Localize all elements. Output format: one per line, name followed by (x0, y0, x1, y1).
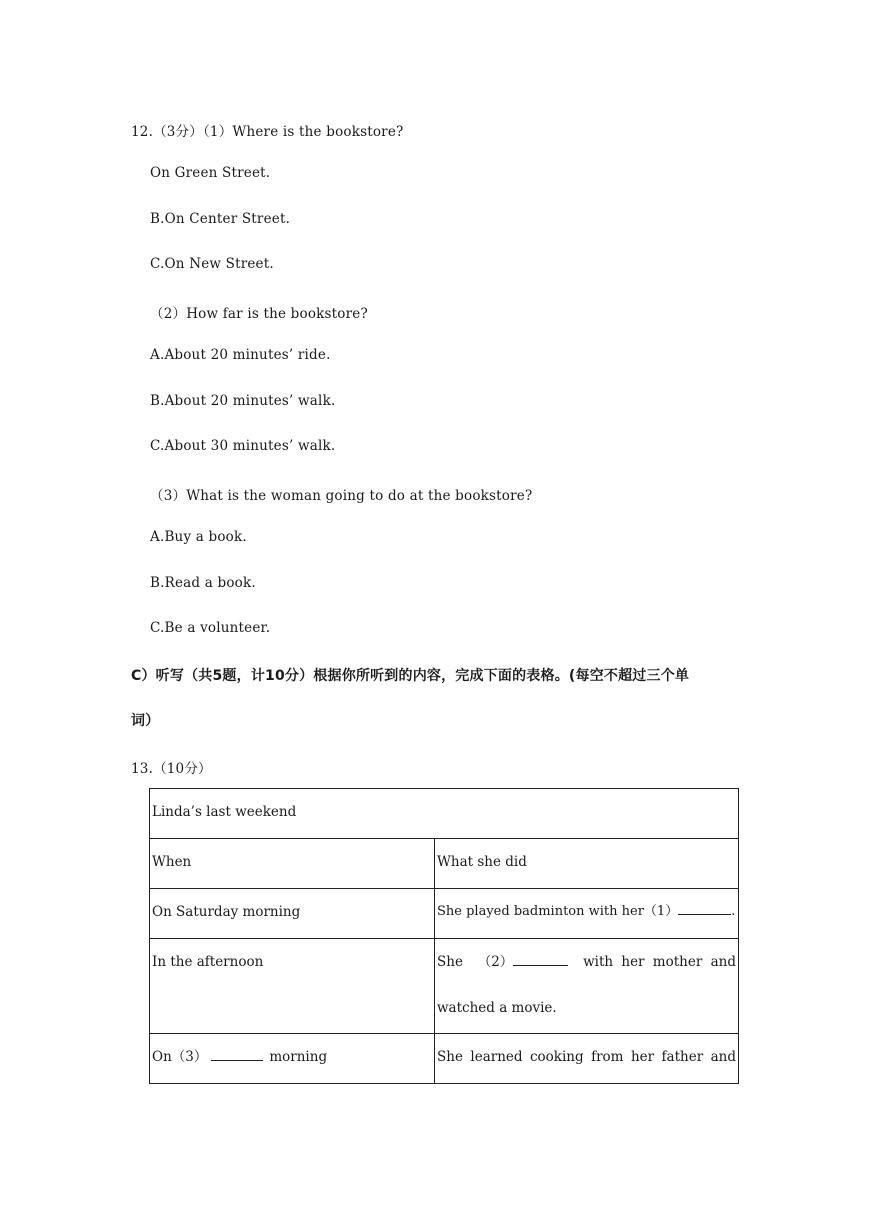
answer-blank-1[interactable] (678, 900, 731, 915)
row2-what-she: She (437, 954, 463, 970)
table-row (150, 1034, 739, 1084)
table-title-row (150, 789, 739, 839)
section-c-instructions-cont: 词） (131, 713, 160, 729)
q12-2-option-b: B.About 20 minutes’ walk. (150, 393, 336, 409)
row2-when-cell (150, 939, 435, 1034)
linda-weekend-table (149, 788, 739, 1084)
row3-when-on: On（3） (152, 1049, 208, 1065)
q12-2-prompt: （2）How far is the bookstore? (150, 306, 368, 322)
header-when-cell (150, 839, 435, 889)
header-what: What she did (437, 854, 527, 870)
q13-header: 13.（10分） (131, 761, 212, 777)
answer-blank-3[interactable] (211, 1046, 263, 1061)
row3-when-morning: morning (269, 1049, 328, 1065)
row3-what: She learned cooking from her father and (437, 1049, 736, 1065)
row2-what-blank-group (478, 939, 569, 985)
section-c-instructions: C）听写（共5题，计10分）根据你所听到的内容，完成下面的表格。(每空不超过三个单 (131, 668, 690, 684)
row3-when-cell (150, 1034, 435, 1084)
q12-3-option-b: B.Read a book. (150, 575, 256, 591)
q12-2-option-a: A.About 20 minutes’ ride. (150, 347, 331, 363)
row1-what-cell (435, 889, 739, 939)
table-title-cell (150, 789, 739, 839)
row2-when: In the afternoon (152, 954, 264, 970)
row2-what-line2: watched a movie. (437, 1000, 557, 1016)
table-header-row (150, 839, 739, 889)
answer-blank-2[interactable] (513, 951, 568, 966)
row2-what-rest: with her mother and (583, 954, 736, 970)
table-row (150, 889, 739, 939)
q12-1-option-a: On Green Street. (150, 165, 271, 181)
row1-what (437, 889, 736, 935)
header-when: When (152, 854, 192, 870)
row3-when (152, 1034, 432, 1080)
row1-what-period: . (731, 904, 736, 919)
header-what-cell (435, 839, 739, 889)
row3-what-cell (435, 1034, 739, 1084)
q12-2-option-c: C.About 30 minutes’ walk. (150, 438, 336, 454)
row1-when: On Saturday morning (152, 904, 301, 920)
row1-when-cell (150, 889, 435, 939)
table-title: Linda’s last weekend (152, 804, 297, 820)
q12-3-prompt: （3）What is the woman going to do at the bookstore? (150, 488, 533, 504)
table-row (150, 939, 739, 1034)
row2-what-cell (435, 939, 739, 1034)
q12-1-option-b: B.On Center Street. (150, 211, 291, 227)
row2-blank-number: （2） (477, 954, 514, 970)
q12-3-option-a: A.Buy a book. (150, 529, 247, 545)
row2-what-line1 (437, 939, 736, 985)
q12-3-option-c: C.Be a volunteer. (150, 620, 271, 636)
q12-header: 12.（3分）（1）Where is the bookstore? (131, 124, 404, 140)
q12-1-option-c: C.On New Street. (150, 256, 274, 272)
row1-what-text: She played badminton with her（1） (437, 904, 679, 919)
